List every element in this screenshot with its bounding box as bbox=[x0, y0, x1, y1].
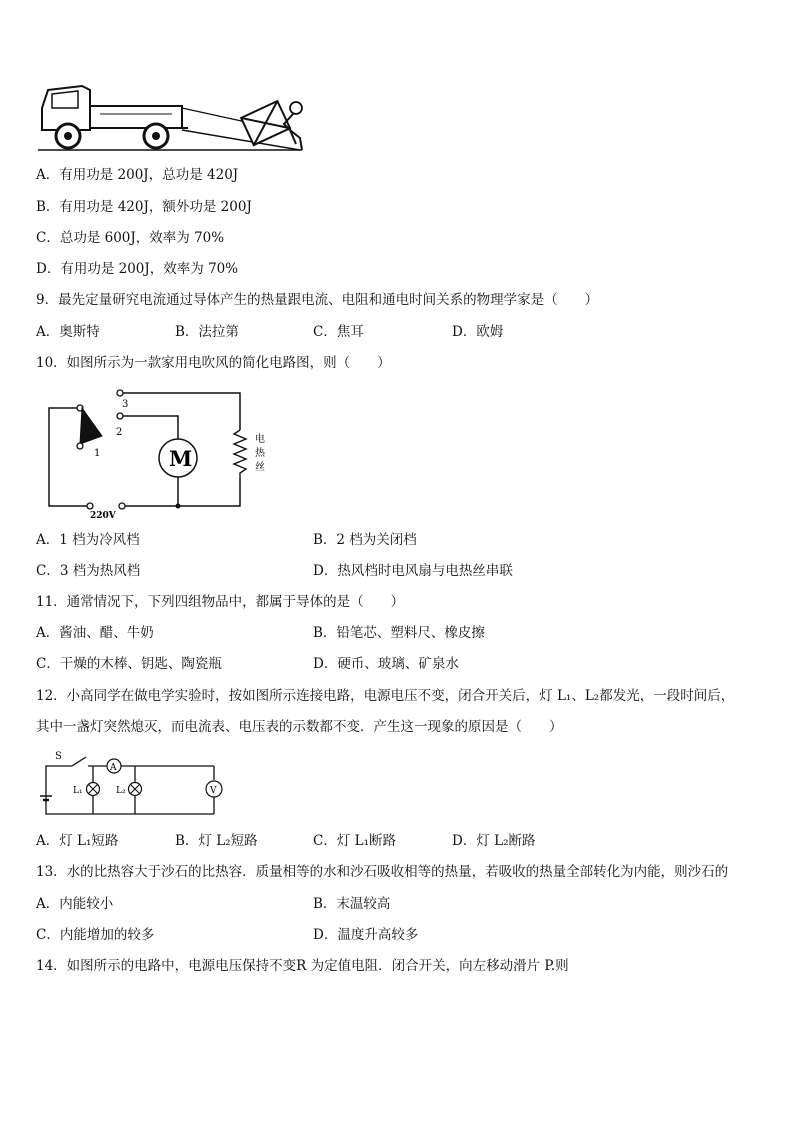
heater-label-1: 电 bbox=[255, 434, 265, 445]
lamp-l2-label: L₂ bbox=[116, 786, 126, 796]
q13-option-b: B．末温较高 bbox=[313, 896, 391, 912]
q8-option-a: A．有用功是 200J，总功是 420J bbox=[36, 167, 239, 183]
q12-stem-line1: 12．小高同学在做电学实验时，按如图所示连接电路，电源电压不变，闭合开关后，灯 L₁、L₂都发光，一段时间后， bbox=[36, 688, 735, 704]
heater-label-3: 丝 bbox=[255, 462, 265, 473]
q11-option-a: A．酱油、醋、牛奶 bbox=[36, 625, 154, 641]
q8-option-b: B．有用功是 420J，额外功是 200J bbox=[36, 199, 252, 215]
q9-option-c: C．焦耳 bbox=[313, 324, 364, 340]
q10-option-b: B．2 档为关闭档 bbox=[313, 532, 417, 548]
q8-option-d: D．有用功是 200J，效率为 70% bbox=[36, 261, 239, 277]
q10-option-c: C．3 档为热风档 bbox=[36, 563, 141, 579]
heater-label-2: 热 bbox=[255, 448, 265, 459]
q12-option-a: A．灯 L₁短路 bbox=[36, 833, 119, 849]
q12-option-b: B．灯 L₂短路 bbox=[175, 833, 258, 849]
supply-voltage-label: 220V bbox=[90, 511, 116, 520]
q10-option-a: A．1 档为冷风档 bbox=[36, 532, 140, 548]
q13-option-d: D．温度升高较多 bbox=[313, 927, 419, 943]
q14-stem: 14．如图所示的电路中，电源电压保持不变R 为定值电阻．闭合开关，向左移动滑片 P.则 bbox=[36, 958, 569, 974]
truck-ramp-figure bbox=[38, 78, 306, 158]
contact-3-label: 3 bbox=[122, 399, 129, 410]
voltmeter-label: V bbox=[210, 786, 217, 796]
contact-2-label: 2 bbox=[116, 427, 123, 438]
hair-dryer-circuit-diagram bbox=[44, 384, 280, 520]
parallel-lamps-circuit-diagram bbox=[36, 748, 226, 820]
motor-label: M bbox=[169, 446, 193, 471]
q9-stem: 9．最先定量研究电流通过导体产生的热量跟电流、电阻和通电时间关系的物理学家是（ ） bbox=[36, 292, 599, 308]
q12-stem-line2: 其中一盏灯突然熄灭，而电流表、电压表的示数都不变．产生这一现象的原因是（ ） bbox=[36, 719, 563, 735]
q10-option-d: D．热风档时电风扇与电热丝串联 bbox=[313, 563, 513, 579]
q11-option-d: D．硬币、玻璃、矿泉水 bbox=[313, 656, 459, 672]
q9-option-d: D．欧姆 bbox=[452, 324, 504, 340]
q13-stem: 13．水的比热容大于沙石的比热容．质量相等的水和沙石吸收相等的热量，若吸收的热量全部转化为内能，则沙石的 bbox=[36, 864, 729, 880]
q12-option-c: C．灯 L₁断路 bbox=[313, 833, 396, 849]
q8-option-c: C．总功是 600J，效率为 70% bbox=[36, 230, 225, 246]
q11-stem: 11．通常情况下，下列四组物品中，都属于导体的是（ ） bbox=[36, 594, 405, 610]
q10-stem: 10．如图所示为一款家用电吹风的简化电路图，则（ ） bbox=[36, 355, 391, 371]
q12-option-d: D．灯 L₂断路 bbox=[452, 833, 536, 849]
q9-option-b: B．法拉第 bbox=[175, 324, 239, 340]
q9-option-a: A．奥斯特 bbox=[36, 324, 100, 340]
lamp-l1-label: L₁ bbox=[73, 786, 83, 796]
q13-option-a: A．内能较小 bbox=[36, 896, 114, 912]
switch-label: S bbox=[55, 751, 62, 762]
q13-option-c: C．内能增加的较多 bbox=[36, 927, 155, 943]
contact-1-label: 1 bbox=[94, 448, 101, 459]
ammeter-label: A bbox=[110, 763, 117, 773]
q11-option-b: B．铅笔芯、塑料尺、橡皮擦 bbox=[313, 625, 485, 641]
q11-option-c: C．干燥的木棒、钥匙、陶瓷瓶 bbox=[36, 656, 222, 672]
